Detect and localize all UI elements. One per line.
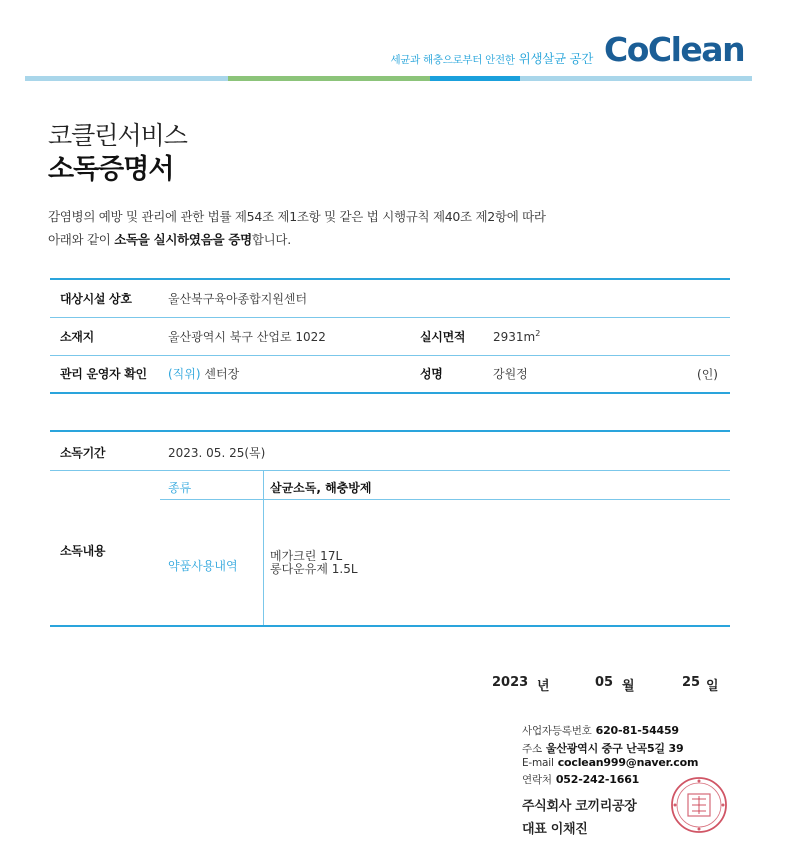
chemical-usage-value: 메가크린 17L 롱다운유제 1.5L [270, 549, 358, 576]
seal-mark-text: (인) [697, 367, 718, 382]
type-value: 살균소독, 해충방제 [270, 481, 372, 495]
manager-value [160, 355, 410, 393]
date-year: 2023 [492, 675, 529, 690]
disinfection-info-table [50, 430, 730, 627]
intro-emphasis: 소독을 실시하였음을 증명 [114, 232, 252, 247]
area-value: $2931m^2$ [485, 317, 730, 355]
company-ceo: 대표 이채진 [522, 822, 588, 837]
date-month-unit: 월 [622, 679, 635, 694]
date-day-unit: 일 [706, 679, 719, 694]
column-divider [263, 470, 264, 625]
header-tagline: 세균과 해충으로부터 안전한 위생살균 공간 [390, 51, 593, 66]
company-address: 주소 울산광역시 중구 난곡5길 39 [522, 742, 684, 755]
row-divider [160, 499, 730, 500]
facility-name-value: 울산북구육아종합지원센터 [160, 279, 730, 317]
date-year-unit: 년 [537, 679, 550, 694]
date-month: 05 [595, 675, 614, 690]
intro-text-line2: 아래와 같이 소독을 실시하였음을 증명합니다. [48, 232, 291, 247]
company-name: 주식회사 코끼리공장 [522, 799, 637, 814]
header-tagline-emphasis: 위생살균 공간 [518, 51, 593, 66]
coclean-logo: CoClean [604, 30, 745, 69]
intro-text-line1: 감염병의 예방 및 관리에 관한 법률 제54조 제1조항 및 같은 법 시행규칙 제40조 제2항에 따라 [48, 209, 546, 224]
chemical-usage-label: 약품사용내역 [168, 559, 238, 573]
header-bar-segment [430, 76, 520, 81]
table-row [50, 279, 730, 317]
table-row [50, 355, 730, 393]
document-title-service: 코클린서비스 [48, 121, 187, 150]
period-label: 소독기간 [60, 446, 106, 460]
header-bar-segment [520, 76, 752, 81]
row-divider [50, 470, 730, 471]
company-seal-stamp [670, 776, 728, 834]
company-email: E-mail coclean999@naver.com [522, 756, 699, 769]
table-row [50, 317, 730, 355]
header-bar-segment [228, 76, 430, 81]
person-name-value: 강원정 (인) [485, 355, 730, 393]
document-title-certificate: 소독증명서 [48, 154, 174, 185]
company-registration: 사업자등록번호 620-81-54459 [522, 724, 679, 737]
date-day: 25 [682, 675, 701, 690]
person-name-label: 성명 [410, 355, 485, 393]
type-label: 종류 [168, 481, 192, 495]
facility-info-table [50, 278, 730, 394]
content-label: 소독내용 [60, 544, 106, 558]
company-phone: 연락처 052-242-1661 [522, 773, 640, 786]
period-value: 2023. 05. 25(목) [168, 446, 266, 460]
manager-title: 센터장 [204, 367, 240, 382]
manager-label: 관리 운영자 확인 [50, 355, 160, 393]
address-value: 울산광역시 북구 산업로 1022 [160, 317, 410, 355]
facility-name-label: 대상시설 상호 [50, 279, 160, 317]
area-unit-superscript: 2 [535, 328, 541, 338]
manager-position-label: (직위) [168, 367, 201, 382]
address-label: 소재지 [50, 317, 160, 355]
area-label: 실시면적 [410, 317, 485, 355]
header-bar-segment [25, 76, 228, 81]
